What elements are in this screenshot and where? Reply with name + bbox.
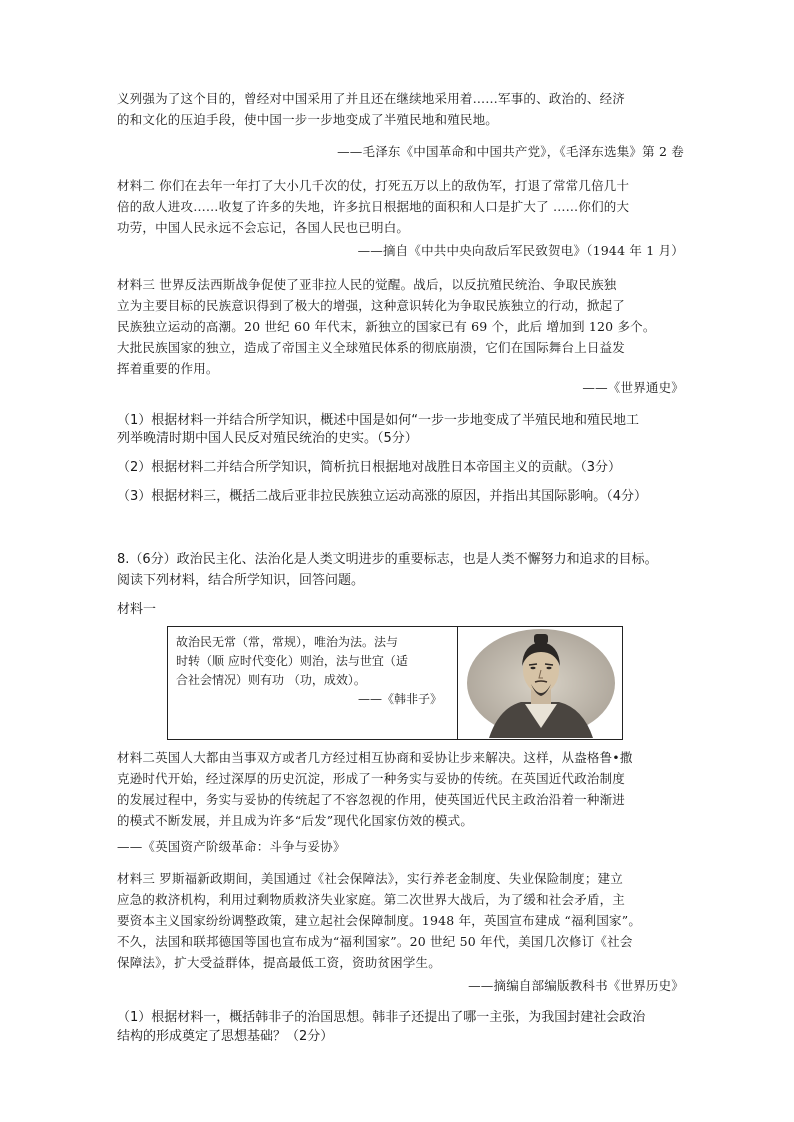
quote-line: 时转（顺 应时代变化）则治，法与世宜（适: [176, 654, 408, 668]
material-1-line: 的和文化的压迫手段，使中国一步一步地变成了半殖民地和殖民地。: [117, 112, 499, 127]
question-8-stem: 8.（6分）政治民主化、法治化是人类文明进步的重要标志，也是人类不懈努力和追求的目标。: [117, 552, 658, 567]
question-7-1-line: 列举晚清时期中国人民反对殖民统治的史实。（5分）: [117, 431, 418, 446]
material-1-source: ——毛泽东《中国革命和中国共产党》，《毛泽东选集》第 2 卷: [337, 144, 684, 159]
q8-material-3-line: 应急的救济机构，利用过剩物质救济失业家庭。第二次世界大战后，为了缓和社会矛盾，主: [117, 892, 626, 907]
question-8-stem: 阅读下列材料，结合所学知识，回答问题。: [117, 573, 365, 588]
q8-material-2-line: 的发展过程中，务实与妥协的传统起了不容忽视的作用，使英国近代民主政治沿着一种渐进: [117, 792, 626, 807]
q8-material-3-line: 要资本主义国家纷纷调整政策，建立起社会保障制度。1948 年，英国宣布建成 “福利国家”。: [117, 913, 642, 928]
material-3-line: 立为主要目标的民族意识得到了极大的增强，这种意识转化为争取民族独立的行动，掀起了: [117, 298, 626, 313]
quote-line: 故治民无常（常，常规），唯治为法。法与: [176, 635, 399, 649]
hanfeizi-portrait-image: [459, 628, 622, 738]
q8-material-2-line: 材料二英国人大都由当事双方或者几方经过相互协商和妥协让步来解决。这样，从盎格鲁•撒: [117, 750, 633, 765]
question-8-1-line: （1）根据材料一，概括韩非子的治国思想。韩非子还提出了哪一主张，为我国封建社会政治: [117, 1010, 646, 1025]
q8-material-3-line: 保障法》，扩大受益群体，提高最低工资，资助贫困学生。: [117, 955, 441, 970]
question-8-1-line: 结构的形成奠定了思想基础？（2分）: [117, 1029, 334, 1044]
material-2-source: ——摘自《中共中央向敌后军民致贺电》（1944 年 1 月）: [357, 243, 684, 258]
box-divider: [457, 627, 458, 739]
material-2-line: 倍的敌人进攻……收复了许多的失地，许多抗日根据地的面积和人口是扩大了 ……你们的大: [117, 199, 630, 214]
question-7-3: （3）根据材料三，概括二战后亚非拉民族独立运动高涨的原因，并指出其国际影响。（4分）: [117, 489, 648, 504]
quote-text: [176, 633, 452, 709]
question-7-1-line: （1）根据材料一并结合所学知识，概述中国是如何“一步一步地变成了半殖民地和殖民地工: [117, 413, 640, 428]
quote-line: 合社会情况）则有功 （功，成效）。: [176, 673, 366, 687]
material-2-line: 功劳，中国人民永远不会忘记，各国人民也已明白。: [117, 220, 410, 235]
q8-material-3-line: 材料三 罗斯福新政期间，美国通过《社会保障法》，实行养老金制度、失业保险制度；建立: [117, 871, 623, 886]
material-3-line: 大批民族国家的独立，造成了帝国主义全球殖民体系的彻底崩溃，它们在国际舞台上日益发: [117, 340, 626, 355]
q8-material-3-source: ——摘编自部编版教科书《世界历史》: [468, 978, 684, 993]
question-7-2: （2）根据材料二并结合所学知识，简析抗日根据地对战胜日本帝国主义的贡献。（3分）: [117, 460, 622, 475]
q8-material-2-line: 克逊时代开始，经过深厚的历史沉淀，形成了一种务实与妥协的传统。在英国近代政治制度: [117, 771, 626, 786]
q8-material-3-line: 不久，法国和联邦德国等国也宣布成为“福利国家”。20 世纪 50 年代，美国几次修订《社会: [117, 934, 633, 949]
material-1-label: 材料一: [117, 602, 157, 617]
q8-material-2-line: 的模式不断发展，并且成为许多“后发”现代化国家仿效的模式。: [117, 813, 474, 828]
q8-material-2-source: ——《英国资产阶级革命：斗争与妥协》: [117, 839, 346, 854]
material-3-line: 材料三 世界反法西斯战争促使了亚非拉人民的觉醒。战后，以反抗殖民统治、争取民族独: [117, 277, 617, 292]
hanfeizi-quote-box: [167, 626, 623, 740]
material-3-line: 民族独立运动的高潮。20 世纪 60 年代末，新独立的国家已有 69 个，此后 增加到 120 多个。: [117, 319, 656, 334]
material-1-line: 义列强为了这个目的，曾经对中国采用了并且还在继续地采用着……军事的、政治的、经济: [117, 91, 626, 106]
material-3-source: ——《世界通史》: [582, 380, 684, 395]
quote-source: ——《韩非子》: [357, 692, 442, 706]
material-2-line: 材料二 你们在去年一年打了大小几千次的仗，打死五万以上的敌伪军，打退了常常几倍几十: [117, 178, 630, 193]
material-3-line: 挥着重要的作用。: [117, 361, 219, 376]
